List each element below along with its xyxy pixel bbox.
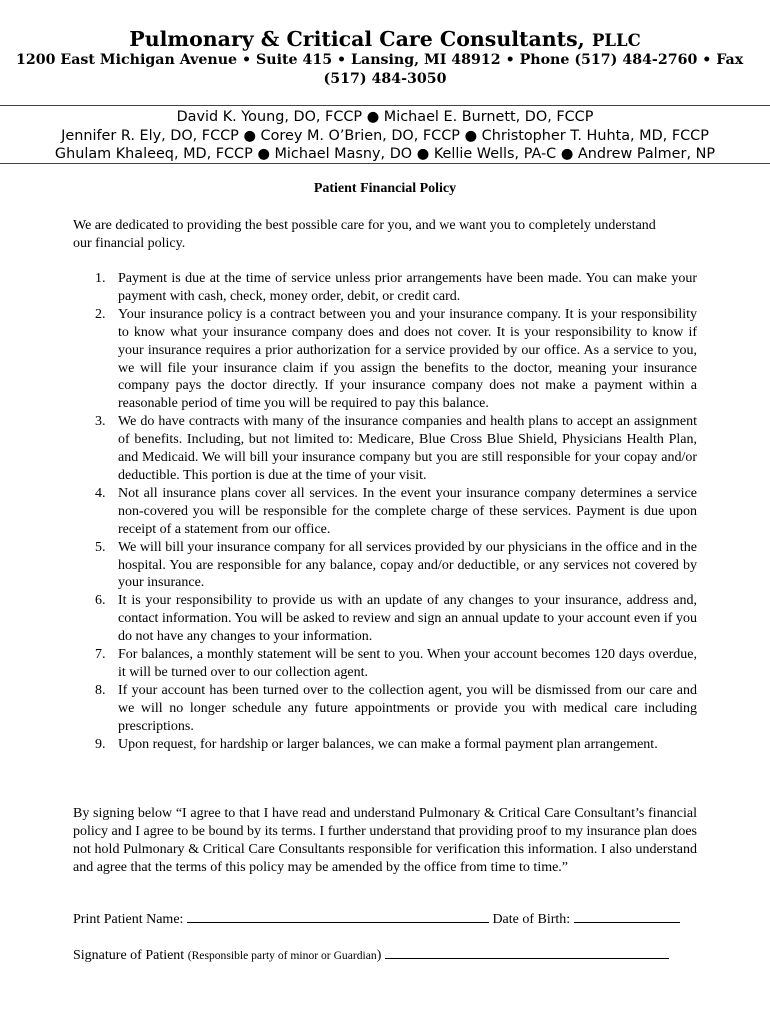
policy-item-text: Your insurance policy is a contract between you and your insurance company. It is your responsibility to know what your insurance company does and does not cover. It is your responsibility to know if your insurance requires a prior authorization for a service provided by our office. As a service to you, we will file your insurance claim if you assign the benefits to the doctor, meaning your insurance company pays the doctor directly. If your insurance company does not make a payment within a reasonable period of time you will be required to pay this balance. <box>118 306 697 412</box>
policy-item <box>73 270 697 306</box>
policy-item-text: Upon request, for hardship or larger balances, we can make a formal payment plan arrangement. <box>118 736 658 752</box>
practice-name-heading <box>0 27 770 51</box>
policy-item <box>73 485 697 539</box>
policy-item-text: We will bill your insurance company for all services provided by our physicians in the office and in the hospital. You are responsible for any balance, copay and/or deductible, or any services not covered by your insurance. <box>118 539 697 591</box>
policy-item-number: 6. <box>95 593 106 609</box>
policy-title: Patient Financial Policy <box>313 181 457 196</box>
practice-name: Pulmonary & Critical Care Consultants, <box>129 27 585 51</box>
policy-item <box>73 592 697 646</box>
policy-item-text: It is your responsibility to provide us with an update of any changes to your insurance, address and, contact information. You will be asked to review and sign an annual update to your account even if you do not have any changes to your information. <box>118 593 697 645</box>
policy-item-text: Payment is due at the time of service unless prior arrangements have been made. You can make your payment with cash, check, money order, debit, or credit card. <box>118 271 697 304</box>
header-divider <box>0 105 770 106</box>
policy-item <box>73 413 697 485</box>
policy-intro: We are dedicated to providing the best possible care for you, and we want you to completely understand our financial policy. <box>73 218 656 251</box>
signature-label: Signature of Patient <box>73 948 185 963</box>
policy-item-number: 1. <box>95 271 106 286</box>
policy-item <box>73 306 697 413</box>
policy-item-number: 5. <box>95 539 106 555</box>
provider-row-3: Ghulam Khaleeq, MD, FCCP ● Michael Masny, DO ● Kellie Wells, PA-C ● Andrew Palmer, NP <box>54 146 716 162</box>
policy-item-number: 7. <box>95 647 106 663</box>
policy-item-text: We do have contracts with many of the insurance companies and health plans to accept an assignment of benefits. Including, but not limited to: Medicare, Blue Cross Blue Shield, Physicians Health Plan, and Medicaid. We will bill your insurance company but you are still responsible for your copay and/or deductible. This portion is due at the time of your visit. <box>118 414 697 483</box>
policy-item-text: If your account has been turned over to the collection agent, you will be dismissed from our care and we will no longer schedule any future appointments or provide you with medical care including prescriptions. <box>118 682 697 734</box>
provider-row-2: Jennifer R. Ely, DO, FCCP ● Corey M. O’Brien, DO, FCCP ● Christopher T. Huhta, MD, FCCP <box>61 128 709 144</box>
print-name-field[interactable] <box>187 909 489 923</box>
policy-list <box>73 270 697 753</box>
agreement-statement: By signing below “I agree to that I have read and understand Pulmonary & Critical Care Consultant’s financial policy and I agree to be bound by its terms. I further understand that providing proof to my insurance plan does not hold Pulmonary & Critical Care Consultants responsible for verification this information. I also understand and agree that the terms of this policy may be amended by the office from time to time.” <box>73 806 697 875</box>
policy-item-number: 4. <box>95 485 106 501</box>
signature-note: (Responsible party of minor or Guardian <box>187 949 377 962</box>
patient-name-row <box>73 909 680 929</box>
signature-row <box>73 945 669 965</box>
dob-label: Date of Birth: <box>492 912 571 927</box>
print-name-label: Print Patient Name: <box>73 912 184 927</box>
policy-item <box>73 539 697 593</box>
policy-item-number: 2. <box>95 306 106 322</box>
providers-divider <box>0 163 770 164</box>
dob-field[interactable] <box>574 909 680 923</box>
policy-item <box>73 646 697 682</box>
policy-item <box>73 736 697 754</box>
policy-item-text: For balances, a monthly statement will be sent to you. When your account becomes 120 days overdue, it will be turned over to our collection agent. <box>118 647 697 680</box>
practice-address: 1200 East Michigan Avenue • Suite 415 • Lansing, MI 48912 • Phone (517) 484-2760 • Fax <box>16 52 744 68</box>
policy-item-number: 9. <box>95 736 106 752</box>
practice-fax: (517) 484-3050 <box>323 71 447 87</box>
signature-field[interactable] <box>385 945 669 959</box>
signature-note-close: ) <box>376 948 382 963</box>
policy-item-number: 8. <box>95 682 106 698</box>
provider-row-1: David K. Young, DO, FCCP ● Michael E. Burnett, DO, FCCP <box>176 109 594 125</box>
practice-suffix: PLLC <box>591 31 641 50</box>
policy-item-text: Not all insurance plans cover all services. In the event your insurance company determines a service non-covered you will be responsible for the complete charge of these services. Payment is due upon receipt of a statement from our office. <box>118 485 697 537</box>
policy-item <box>73 682 697 736</box>
policy-item-number: 3. <box>95 414 106 430</box>
